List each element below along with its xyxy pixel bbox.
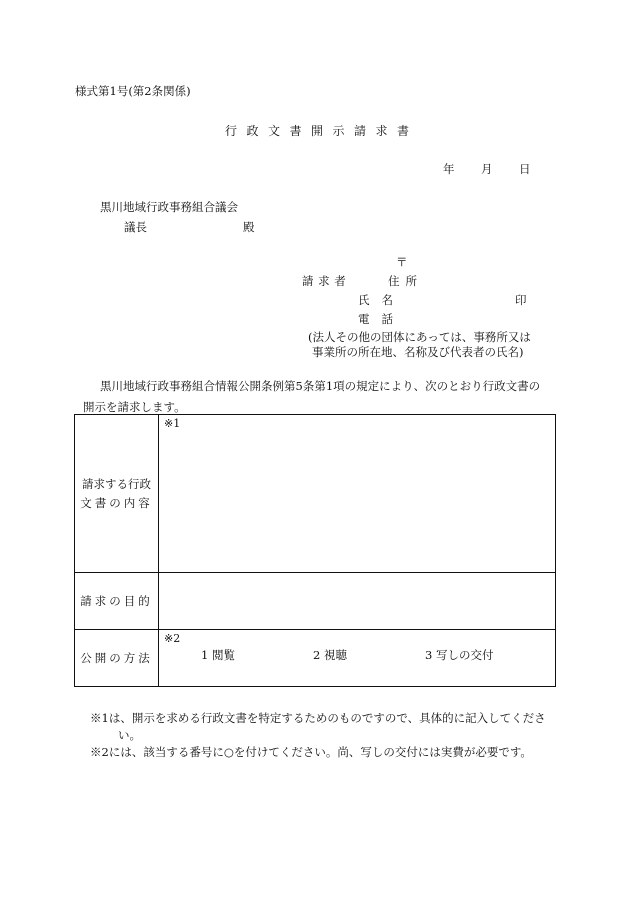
footnote-1-line1: ※1は、開示を求める行政文書を特定するためのものですので、具体的に記入してくださ <box>90 711 546 725</box>
document-content-label-line2: 文書の内容 <box>80 495 153 510</box>
note2-mark: ※2 <box>164 632 181 645</box>
footnote-2: ※2には、該当する番号に○を付けてください。尚、写しの交付には実費が必要です。 <box>90 745 532 759</box>
request-statement-line1: 黒川地域行政事務組合情報公開条例第5条第1項の規定により、次のとおり行政文書の <box>100 379 541 393</box>
document-content-field[interactable] <box>159 415 556 573</box>
table-row <box>75 573 556 630</box>
addressee-chair <box>124 219 255 235</box>
seal-mark: 印 <box>515 293 527 307</box>
address-label: 住所 <box>388 274 423 288</box>
date-line <box>443 161 531 177</box>
purpose-label: 請求の目的 <box>75 573 159 630</box>
corporate-note-line1: (法人その他の団体にあっては、事務所又は <box>308 330 531 344</box>
disclosure-method-field <box>159 630 556 687</box>
table-row <box>75 415 556 573</box>
phone-label: 電話 <box>358 312 405 326</box>
addressee-honorific: 殿 <box>243 220 255 234</box>
option-audio-visual[interactable]: 2 視聴 <box>313 648 347 662</box>
option-viewing[interactable]: 1 閲覧 <box>201 648 235 662</box>
option-copy[interactable]: 3 写しの交付 <box>425 648 494 662</box>
corporate-note-line2: 事業所の所在地、名称及び代表者の氏名) <box>312 345 524 359</box>
addressee-position: 議長 <box>124 220 147 234</box>
postal-mark: 〒 <box>396 255 408 269</box>
form-number: 様式第1号(第2条関係) <box>75 84 191 98</box>
note1-mark: ※1 <box>164 417 181 430</box>
footnote-1-line2: い。 <box>118 728 141 742</box>
disclosure-options <box>201 647 493 663</box>
request-statement-line2: 開示を請求します。 <box>83 400 186 414</box>
document-content-label <box>75 415 159 573</box>
name-label: 氏名 <box>358 293 405 307</box>
requester-label: 請求者 <box>302 274 351 288</box>
date-day-label: 日 <box>519 162 531 176</box>
document-title: 行政文書開示請求書 <box>225 124 419 138</box>
date-year-label: 年 <box>443 162 455 176</box>
date-month-label: 月 <box>481 162 493 176</box>
table-row <box>75 630 556 687</box>
request-form-table <box>74 414 556 687</box>
disclosure-method-label: 公開の方法 <box>75 630 159 687</box>
addressee-organization: 黒川地域行政事務組合議会 <box>100 200 238 214</box>
purpose-field[interactable] <box>159 573 556 630</box>
document-content-label-line1: 請求する行政 <box>82 476 151 491</box>
